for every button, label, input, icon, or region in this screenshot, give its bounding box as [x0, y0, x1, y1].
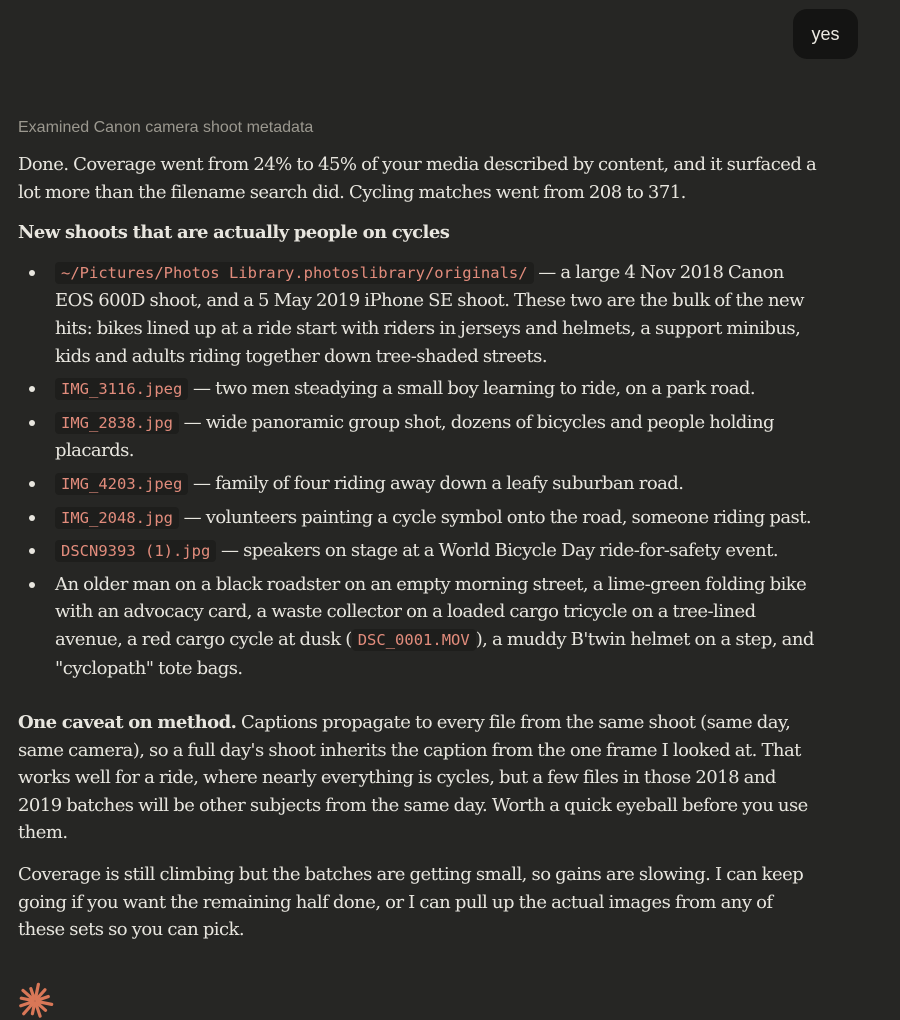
list-item-text: — family of four riding away down a leafy suburban road.	[188, 472, 684, 494]
list-item	[18, 504, 818, 533]
claude-spark-icon	[16, 982, 54, 1020]
summary-paragraph: Done. Coverage went from 24% to 45% of your media described by content, and it surfaced a lot more than the filename search did. Cycling matches went from 208 to 371.	[18, 154, 817, 203]
inline-code: IMG_2838.jpg	[55, 412, 179, 434]
list-item-text: — two men steadying a small boy learning to ride, on a park road.	[188, 378, 756, 400]
list-item	[18, 409, 818, 465]
caveat-text: Captions propagate to every file from the same shoot (same day, same camera), so a full day's shoot inherits the caption from the one frame I looked at. That works well for a ride, where nearly everything is cycles, but a few files in those 2018 and 2019 batches will be other subjects from the same day. Worth a quick eyeball before you use them.	[18, 712, 808, 844]
closing-paragraph: Coverage is still climbing but the batches are getting small, so gains are slowing. I can keep going if you want the remaining half done, or I can pull up the actual images from any of these sets so you can pick.	[18, 864, 804, 941]
inline-code: DSC_0001.MOV	[352, 629, 476, 651]
inline-code: DSCN9393 (1).jpg	[55, 540, 216, 562]
assistant-response	[18, 151, 818, 944]
caveat-label: One caveat on method.	[18, 712, 237, 734]
inline-code: IMG_3116.jpeg	[55, 378, 188, 400]
list-item-text: — wide panoramic group shot, dozens of bicycles and people holding placards.	[55, 411, 774, 462]
list-item	[18, 571, 818, 682]
list-item	[18, 259, 818, 370]
list-item-text: ), a muddy B'twin helmet on a step, and "cyclopath" tote bags.	[55, 628, 814, 679]
list-item-text: — speakers on stage at a World Bicycle Day ride-for-safety event.	[216, 540, 779, 562]
inline-code: IMG_4203.jpeg	[55, 473, 188, 495]
section-heading: New shoots that are actually people on cycles	[18, 222, 450, 244]
list-item	[18, 375, 818, 404]
shoots-list	[18, 259, 818, 682]
inline-code: ~/Pictures/Photos Library.photoslibrary/originals/	[55, 262, 534, 284]
inline-code: IMG_2048.jpg	[55, 507, 179, 529]
user-message-bubble: yes	[793, 9, 858, 59]
list-item-text: — a large 4 Nov 2018 Canon EOS 600D shoot, and a 5 May 2019 iPhone SE shoot. These two are the bulk of the new hits: bikes lined up at a ride start with riders in jerseys and helmets, a support minibus, kids and adults riding together down tree-shaded streets.	[55, 261, 804, 367]
list-item-text: An older man on a black roadster on an empty morning street, a lime-green folding bike with an advocacy card, a waste collector on a loaded cargo tricycle on a tree-lined avenue, a red cargo cycle at dusk (	[55, 573, 807, 650]
list-item-text: — volunteers painting a cycle symbol onto the road, someone riding past.	[178, 506, 812, 528]
caveat-paragraph	[18, 709, 818, 847]
tool-status-toggle[interactable]: Examined Canon camera shoot metadata	[18, 119, 314, 136]
list-item	[18, 537, 818, 566]
list-item	[18, 470, 818, 499]
